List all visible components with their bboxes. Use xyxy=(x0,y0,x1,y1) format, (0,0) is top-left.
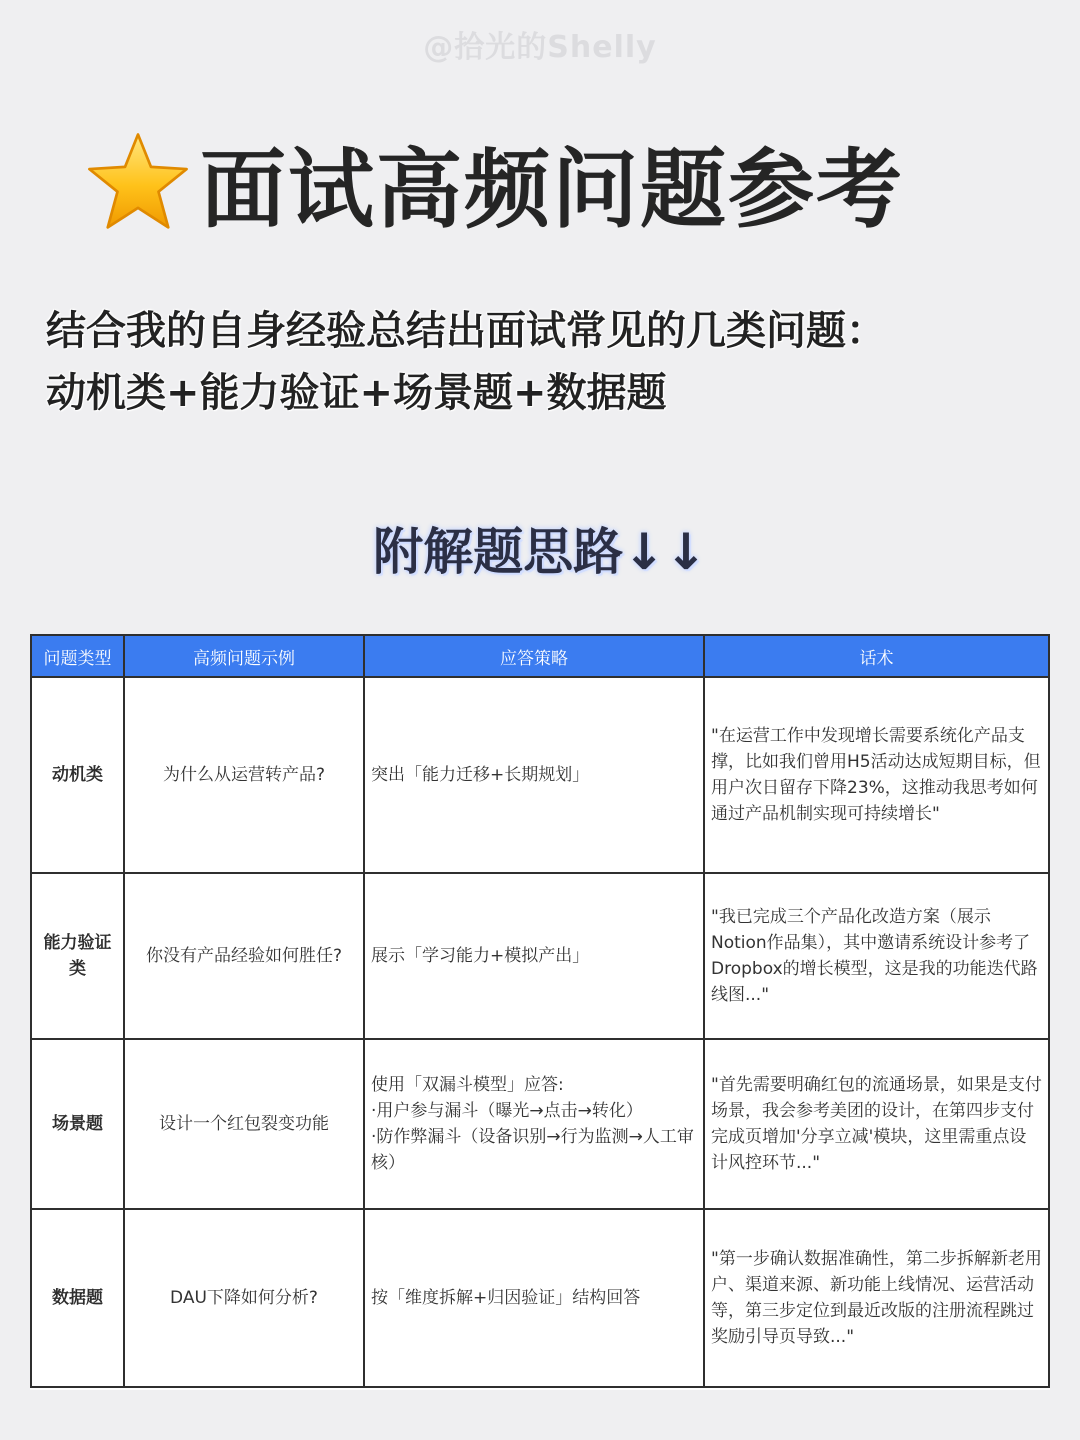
header-question: 高频问题示例 xyxy=(124,635,364,677)
table-row xyxy=(31,1209,1049,1387)
strategy-line: ·防作弊漏斗（设备识别→行为监测→人工审核） xyxy=(371,1127,694,1173)
strategy-line: 突出「能力迁移+长期规划」 xyxy=(371,765,590,785)
table-row xyxy=(31,677,1049,873)
strategy-line: 按「维度拆解+归因验证」结构回答 xyxy=(371,1288,641,1308)
strategy-line: ·用户参与漏斗（曝光→点击→转化） xyxy=(371,1101,643,1121)
header-strategy: 应答策略 xyxy=(364,635,704,677)
subtitle-line-2: 动机类+能力验证+场景题+数据题 xyxy=(46,370,667,416)
cell-question: 设计一个红包裂变功能 xyxy=(124,1039,364,1209)
cell-strategy xyxy=(364,873,704,1039)
cell-script: "我已完成三个产品化改造方案（展示Notion作品集），其中邀请系统设计参考了Dropbox的增长模型，这是我的功能迭代路线图..." xyxy=(704,873,1049,1039)
table-header-row xyxy=(31,635,1049,677)
cell-script: "第一步确认数据准确性，第二步拆解新老用户、渠道来源、新功能上线情况、运营活动等，第三步定位到最近改版的注册流程跳过奖励引导页导致..." xyxy=(704,1209,1049,1387)
cell-question: 你没有产品经验如何胜任? xyxy=(124,873,364,1039)
cell-type: 场景题 xyxy=(31,1039,124,1209)
table-row xyxy=(31,1039,1049,1209)
page-title: 面试高频问题参考 xyxy=(200,140,904,240)
cell-question: 为什么从运营转产品? xyxy=(124,677,364,873)
watermark: @拾光的Shelly xyxy=(423,30,657,65)
cell-strategy xyxy=(364,1209,704,1387)
header-type: 问题类型 xyxy=(31,635,124,677)
table-row xyxy=(31,873,1049,1039)
approach-heading: 附解题思路↓↓ xyxy=(373,523,707,581)
strategy-line: 展示「学习能力+模拟产出」 xyxy=(371,946,590,966)
subtitle xyxy=(46,300,886,424)
questions-table xyxy=(30,634,1050,1390)
subtitle-line-1: 结合我的自身经验总结出面试常见的几类问题： xyxy=(46,308,886,354)
title-row xyxy=(84,122,904,242)
header-script: 话术 xyxy=(704,635,1049,677)
cell-type: 动机类 xyxy=(31,677,124,873)
cell-type: 能力验证类 xyxy=(31,873,124,1039)
cell-strategy xyxy=(364,677,704,873)
cell-type: 数据题 xyxy=(31,1209,124,1387)
cell-script: "首先需要明确红包的流通场景，如果是支付场景，我会参考美团的设计，在第四步支付完成页增加'分享立减'模块，这里需重点设计风控环节..." xyxy=(704,1039,1049,1209)
strategy-line: 使用「双漏斗模型」应答: xyxy=(371,1075,564,1095)
cell-script: "在运营工作中发现增长需要系统化产品支撑，比如我们曾用H5活动达成短期目标，但用户次日留存下降23%，这推动我思考如何通过产品机制实现可持续增长" xyxy=(704,677,1049,873)
cell-question: DAU下降如何分析? xyxy=(124,1209,364,1387)
cell-strategy xyxy=(364,1039,704,1209)
star-icon xyxy=(84,128,192,236)
